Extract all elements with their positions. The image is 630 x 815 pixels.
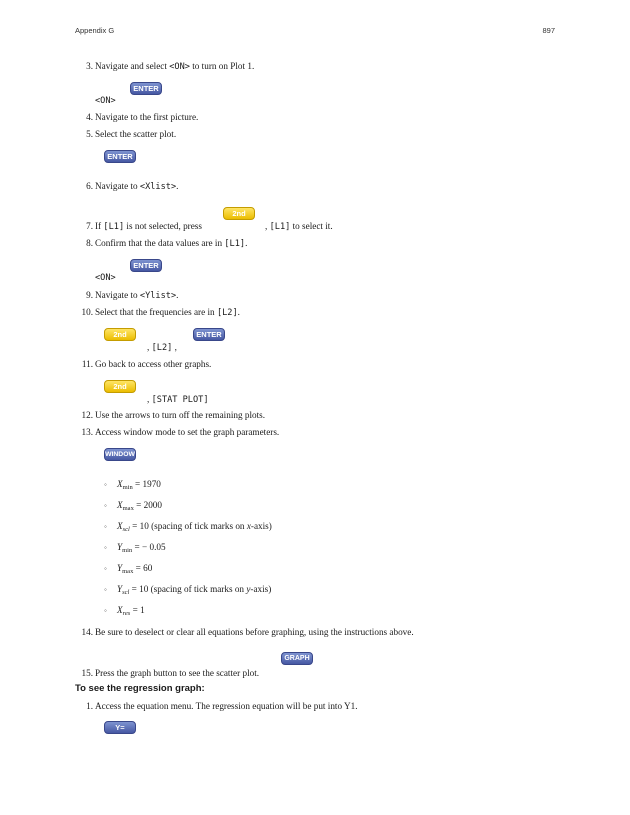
step-text: Go back to access other graphs. (95, 359, 212, 369)
setting-yscl (117, 583, 271, 597)
bullet: ◦ (104, 501, 107, 510)
code-on: <ON> (95, 273, 116, 283)
var-name: X (117, 605, 123, 615)
var-name: X (117, 479, 123, 489)
bullet: ◦ (104, 585, 107, 594)
enter-key-icon: ENTER (130, 259, 162, 272)
section-heading: To see the regression graph: (75, 683, 205, 694)
step-text: , (174, 342, 177, 352)
second-key-icon: 2nd (223, 207, 255, 220)
var-value: = 10 (132, 521, 149, 531)
var-name: Y (117, 563, 123, 573)
var-note: (spacing of tick marks on (151, 521, 247, 531)
var-subscript: min (122, 484, 133, 491)
var-subscript: scl (122, 589, 130, 596)
step-number: 1. (86, 701, 93, 711)
page-number: 897 (542, 26, 555, 35)
enter-key-icon: ENTER (193, 328, 225, 341)
var-value: = 2000 (136, 500, 162, 510)
step-text: Select that the frequencies are in (95, 307, 217, 317)
setting-xres (117, 604, 145, 618)
step-text: Use the arrows to turn off the remaining plots. (95, 410, 266, 420)
second-key-icon: 2nd (104, 328, 136, 341)
y-equals-key-icon: Y= (104, 721, 136, 734)
var-name: Y (117, 584, 123, 594)
var-note: -axis) (250, 584, 272, 594)
bullet: ◦ (104, 543, 107, 552)
step-text: . (176, 181, 179, 191)
setting-xscl (117, 520, 272, 534)
var-subscript: res (122, 610, 131, 617)
bullet: ◦ (104, 564, 107, 573)
var-value: = − 0.05 (134, 542, 166, 552)
code-l1: [L1] (103, 222, 125, 232)
var-value: = 1 (132, 605, 145, 615)
code-l1: [L1] (269, 222, 291, 232)
var-name: X (117, 500, 123, 510)
step-text: Select the scatter plot. (95, 129, 177, 139)
step-text: . (245, 238, 248, 248)
step-number: 6. (86, 181, 93, 191)
step-text: Be sure to deselect or clear all equations before graphing, using the instructions above. (95, 627, 414, 637)
setting-xmax (117, 499, 162, 513)
second-key-icon: 2nd (104, 380, 136, 393)
code-ylist: <Ylist> (139, 291, 177, 301)
enter-key-icon: ENTER (104, 150, 136, 163)
axis-name: x (246, 521, 251, 531)
step-text: to turn on Plot 1. (189, 61, 255, 71)
step-text: , (147, 342, 150, 352)
step-text: Navigate and select (95, 61, 170, 71)
var-subscript: scl (122, 526, 130, 533)
step-number: 5. (86, 129, 93, 139)
bullet: ◦ (104, 480, 107, 489)
step-text: . (237, 307, 240, 317)
key-sequence (147, 341, 177, 354)
step-text: is not selected, press (124, 221, 202, 231)
graph-key-icon: GRAPH (281, 652, 313, 665)
step-text: Navigate to the first picture. (95, 112, 199, 122)
var-subscript: max (122, 568, 134, 575)
step-number: 13. (81, 427, 93, 437)
step-number: 15. (81, 668, 93, 678)
step-text: Access window mode to set the graph parameters. (95, 427, 280, 437)
code-l1: [L1] (224, 239, 246, 249)
var-value: = 1970 (135, 479, 161, 489)
enter-key-icon: ENTER (130, 82, 162, 95)
var-name: Y (117, 542, 123, 552)
var-name: X (117, 521, 123, 531)
key-sequence (147, 393, 209, 406)
setting-ymin (117, 541, 166, 555)
step-text: Press the graph button to see the scatter plot. (95, 668, 260, 678)
code-l2: [L2] (216, 308, 238, 318)
step-number: 4. (86, 112, 93, 122)
step-number: 9. (86, 290, 93, 300)
bullet: ◦ (104, 522, 107, 531)
code-xlist: <Xlist> (139, 182, 177, 192)
code-on: <ON> (169, 62, 190, 72)
step-number: 8. (86, 238, 93, 248)
step-number: 10. (81, 307, 93, 317)
step-number: 7. (86, 221, 93, 231)
code-l2: [L2] (151, 343, 173, 353)
step-text: Navigate to (95, 290, 140, 300)
var-subscript: min (122, 547, 133, 554)
window-key-icon: WINDOW (104, 448, 136, 461)
setting-ymax (117, 562, 152, 576)
axis-name: y (246, 584, 251, 594)
step-text: Access the equation menu. The regression equation will be put into Y1. (95, 701, 358, 711)
step-number: 14. (81, 627, 93, 637)
var-value: = 60 (135, 563, 153, 573)
step-number: 12. (81, 410, 93, 420)
var-note: (spacing of tick marks on (150, 584, 247, 594)
bullet: ◦ (104, 606, 107, 615)
step-text: to select it. (290, 221, 333, 231)
step-text: Confirm that the data values are in (95, 238, 225, 248)
code-on: <ON> (95, 96, 116, 106)
var-value: = 10 (131, 584, 149, 594)
var-note: -axis) (250, 521, 272, 531)
step-number: 11. (81, 359, 93, 369)
var-subscript: max (122, 505, 134, 512)
step-number: 3. (86, 61, 93, 71)
page-header-left: Appendix G (75, 26, 115, 35)
step-text: , (147, 394, 150, 404)
step-text: . (176, 290, 179, 300)
setting-xmin (117, 478, 161, 492)
step-text: If (95, 221, 104, 231)
step-text: , (265, 221, 268, 231)
step-text: Navigate to (95, 181, 140, 191)
code-stat-plot: [STAT PLOT] (151, 395, 209, 405)
